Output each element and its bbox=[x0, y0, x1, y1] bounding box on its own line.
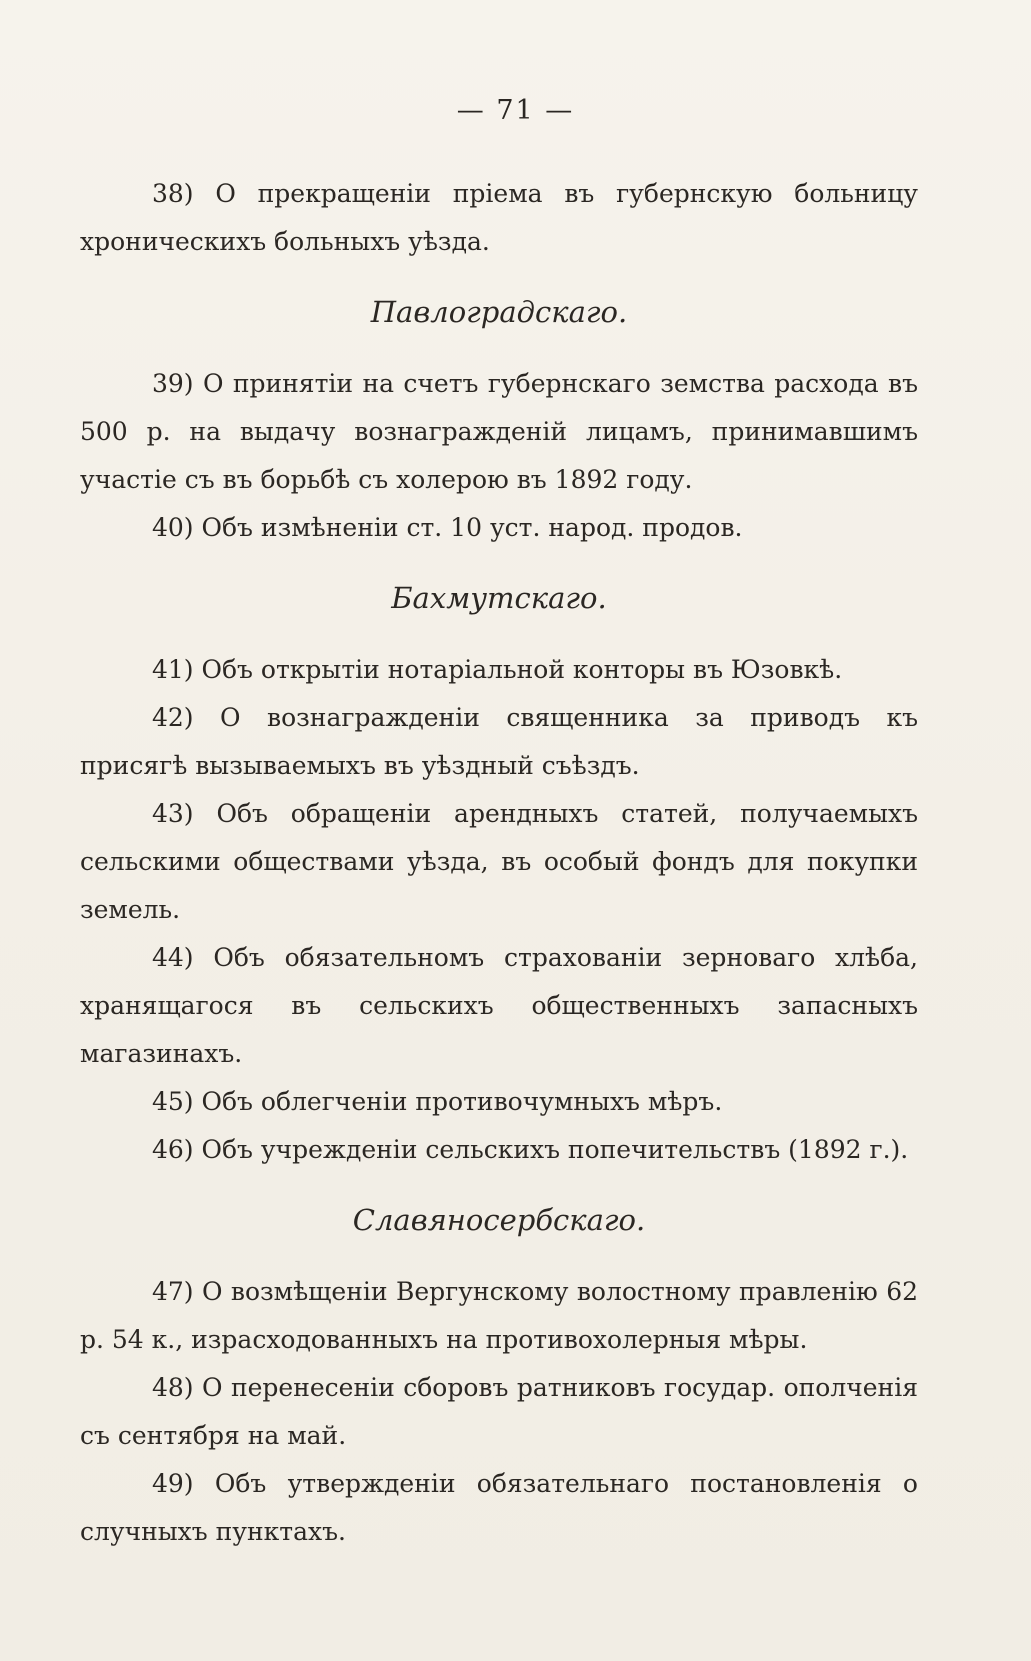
item-45: 45) Объ облегченiи противочумныхъ мѣръ. bbox=[152, 1087, 723, 1116]
section-pavlograd bbox=[80, 284, 918, 552]
item-38: 38) О прекращенiи прiема въ губернскую больницу хроническихъ больныхъ уѣзда. bbox=[80, 179, 918, 256]
item-43: 43) Объ обращенiи арендныхъ статей, получаемыхъ сельскими обществами уѣзда, въ особый фондъ для покупки земель. bbox=[80, 799, 918, 924]
page-body bbox=[80, 170, 918, 1556]
item-40: 40) Объ измѣненiи ст. 10 уст. народ. продов. bbox=[152, 513, 743, 542]
item-49: 49) Объ утвержденiи обязательнаго постановленiя о случныхъ пунктахъ. bbox=[80, 1469, 918, 1546]
section-slavyanoserbsk bbox=[80, 1192, 918, 1556]
section-heading-pavlograd: Павлоградскаго. bbox=[370, 295, 628, 329]
item-46: 46) Объ учрежденiи сельскихъ попечительствъ (1892 г.). bbox=[152, 1135, 909, 1164]
section-continuation bbox=[80, 170, 918, 266]
item-44: 44) Объ обязательномъ страхованiи зерноваго хлѣба, хранящагося въ сельскихъ общественныхъ запасныхъ магазинахъ. bbox=[80, 943, 918, 1068]
page-number: — 71 — bbox=[456, 95, 575, 126]
section-heading-bakhmut: Бахмутскаго. bbox=[391, 581, 607, 615]
item-42: 42) О вознагражденiи священника за приводъ къ присягѣ вызываемыхъ въ уѣздный съѣздъ. bbox=[80, 703, 918, 780]
section-bakhmut bbox=[80, 570, 918, 1174]
section-heading-slavyanoserbsk: Славяносербскаго. bbox=[352, 1203, 646, 1237]
item-48: 48) О перенесенiи сборовъ ратниковъ государ. ополченiя съ сентября на май. bbox=[80, 1373, 918, 1450]
item-47: 47) О возмѣщенiи Вергунскому волостному правленiю 62 р. 54 к., израсходованныхъ на противохолерныя мѣры. bbox=[80, 1277, 918, 1354]
item-41: 41) Объ открытiи нотарiальной конторы въ Юзовкѣ. bbox=[152, 655, 843, 684]
item-39: 39) О принятiи на счетъ губернскаго земства расхода въ 500 р. на выдачу вознагражденiй лицамъ, принимавшимъ участiе съ въ борьбѣ съ холерою въ 1892 году. bbox=[80, 369, 918, 494]
